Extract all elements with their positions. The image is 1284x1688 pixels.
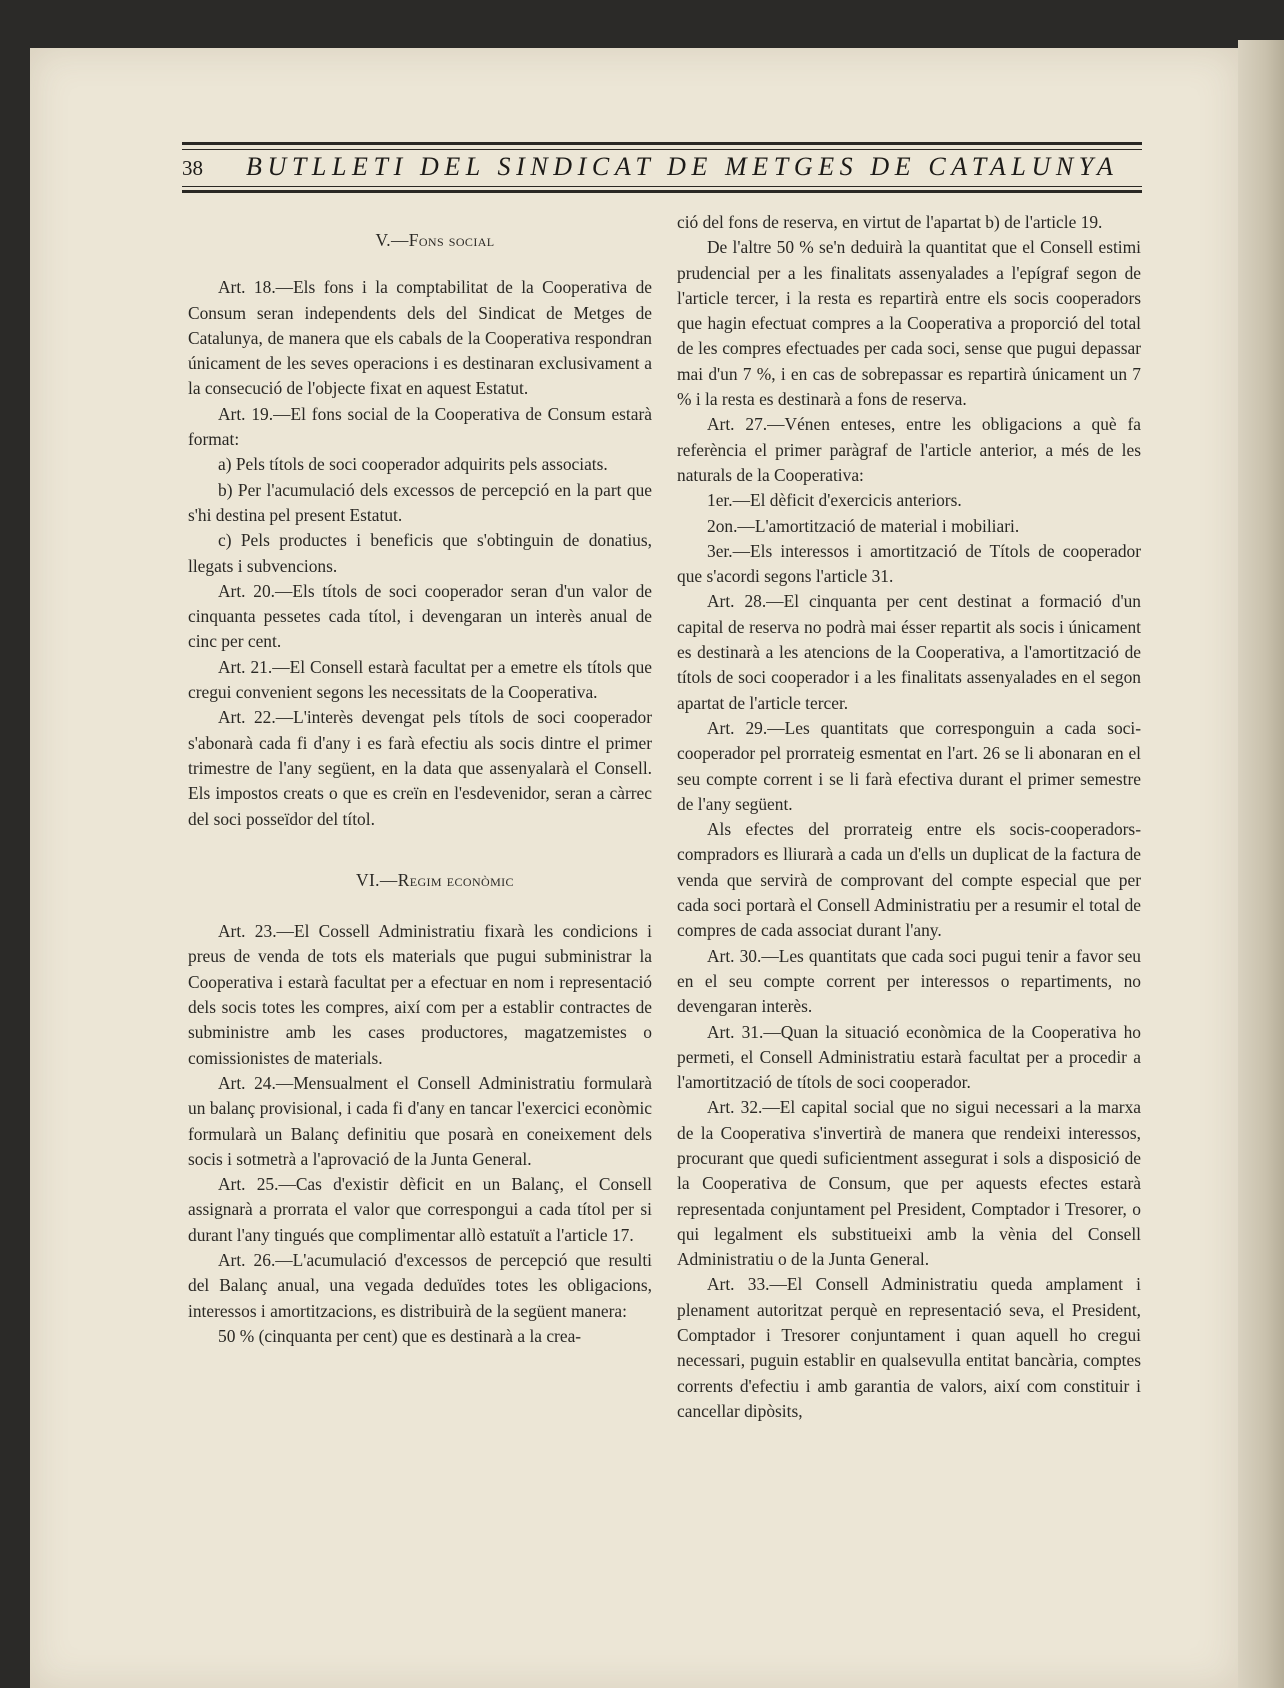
paragraph-prorrateig: Als efectes del prorrateig entre els socis-cooperadors-compradors es lliurarà a cada un d'ells un duplicat de la factura de venda que servirà de comprovant del compte especial que per cada soci portarà el Consell Administratiu per a resumir el total de compres de cada associat durant l'any. (677, 819, 1141, 941)
header-rule-top (182, 142, 1142, 145)
section-title: Fons social (408, 230, 495, 250)
paragraph-art-31: Art. 31.—Quan la situació econòmica de la Cooperativa ho permeti, el Consell Administratiu estarà facultat per a procedir a l'amortització de títols de soci cooperador. (677, 1021, 1141, 1093)
header-rule-top-thin (182, 149, 1142, 150)
header-rule-bottom-thin (182, 186, 1142, 187)
paragraph-art-28: Art. 28.—El cinquanta per cent destinat a formació d'un capital de reserva no podrà mai ésser repartit als socis i únicament es destinarà a les atencions de la Cooperativa, a l'amortització de títols de soci cooperador i a les finalitats assenyalades en el segon apartat de l'article tercer. (677, 591, 1141, 713)
paragraph-altre-50pct: De l'altre 50 % se'n deduirà la quantitat que el Consell estimi prudencial per a les finalitats assenyalades a l'epígraf segon de l'article tercer, i la resta es repartirà entre els socis cooperadors que hagin efectuat compres a la Cooperativa a proporció del total de les compres efectuades per cada soci, sense que pugui depassar mai d'un 7 %, i en cas de sobrepassar es repartirà únicament un 7 % i la resta es destinarà a fons de reserva. (677, 237, 1141, 410)
paragraph-art-23: Art. 23.—El Cossell Administratiu fixarà les condicions i preus de venda de tots els materials que pugui subministrar la Cooperativa i estarà facultat per a efectuar en nom i representació dels socis totes les compres, així com per a establir contractes de subministre amb les cases productores, magatzemistes o comissionistes de materials. (188, 921, 652, 1068)
left-column (188, 210, 652, 1349)
paragraph-art-25: Art. 25.—Cas d'existir dèficit en un Balanç, el Consell assignarà a prorrata el valor que correspongui a cada títol per si durant l'any tingués que complimentar allò estatuït a l'article 17. (188, 1174, 652, 1245)
section-title: Regim econòmic (397, 869, 514, 890)
paragraph-art-24: Art. 24.—Mensualment el Consell Administratiu formularà un balanç provisional, i cada fi d'any en tancar l'exercici econòmic formularà un Balanç definitiu que posarà en coneixement dels socis i sotmetrà a l'aprovació de la Junta General. (188, 1072, 652, 1169)
paragraph-art-19-c: c) Pels productes i beneficis que s'obtinguin de donatius, llegats i subvencions. (188, 530, 652, 576)
section-number: V.— (375, 230, 409, 250)
paragraph-art-27: Art. 27.—Vénen enteses, entre les obligacions a què fa referència el primer paràgraf de l'article anterior, a més de les naturals de la Cooperativa: (677, 414, 1141, 485)
section-heading-fons-social (188, 228, 652, 253)
paragraph-art-19-a: a) Pels títols de soci cooperador adquirits pels associats. (218, 454, 608, 475)
paragraph-art-27-1er: 1er.—El dèficit d'exercicis anteriors. (707, 490, 962, 511)
section-heading-text (356, 870, 514, 890)
page-header (182, 142, 1142, 194)
paragraph-art-19-b: b) Per l'acumulació dels excessos de percepció en la part que s'hi destina pel present Estatut. (188, 479, 652, 525)
paragraph-art-27-2on: 2on.—L'amortització de material i mobiliari. (707, 515, 1020, 536)
paragraph-art-20: Art. 20.—Els títols de soci cooperador seran d'un valor de cinquanta pessetes cada títol, i devengaran un interès anual de cinc per cent. (188, 580, 652, 652)
paragraph-art-19: Art. 19.—El fons social de la Cooperativa de Consum estarà format: (188, 403, 652, 450)
paragraph-art-26: Art. 26.—L'acumulació d'excessos de percepció que resulti del Balanç anual, una vegada deduïdes totes les obligacions, interessos i amortitzacions, es distribuirà de la següent manera: (188, 1249, 652, 1321)
paragraph-art-22: Art. 22.—L'interès devengat pels títols de soci cooperador s'abonarà cada fi d'any i es farà efectiu als socis dintre el primer trimestre de l'any següent, en la data que assenyalarà el Consell. Els impostos creats o que es creïn en l'esdevenidor, seran a càrrec del soci posseïdor del títol. (188, 707, 652, 829)
paragraph-art-29: Art. 29.—Les quantitats que corresponguin a cada soci-cooperador pel prorrateig esmentat en l'art. 26 se li abonaran en el seu compte corrent i se li farà efectiva durant el primer semestre de l'any següent. (677, 717, 1141, 814)
paragraph-continuation: ció del fons de reserva, en virtut de l'apartat b) de l'article 19. (677, 212, 1103, 232)
section-heading-text (375, 230, 494, 250)
paragraph-art-30: Art. 30.—Les quantitats que cada soci pugui tenir a favor seu en el seu compte corrent per interessos o repartiments, no devengaran interès. (677, 945, 1141, 1017)
page-number: 38 (182, 156, 203, 180)
running-title: BUTLLETI DEL SINDICAT DE METGES DE CATALUNYA (246, 152, 1119, 181)
paragraph-art-27-3er: 3er.—Els interessos i amortització de Títols de cooperador que s'acordi segons l'article 31. (677, 540, 1141, 587)
paragraph-art-21: Art. 21.—El Consell estarà facultat per a emetre els títols que cregui convenient segons les necessitats de la Cooperativa. (188, 656, 652, 703)
header-rule-bottom (182, 190, 1142, 193)
right-column (677, 210, 1141, 1424)
section-heading-regim-economic (188, 868, 652, 893)
paragraph-art-32: Art. 32.—El capital social que no sigui necessari a la marxa de la Cooperativa s'invertirà de manera que rendeixi interessos, procurant que quedi suficientment assegurat i sols a disposició de la Cooperativa de Consum, que per aquests efectes estarà representada conjuntament pel President, Comptador i Tresorer, o qui legalment els substitueixi amb la vènia del Consell Administratiu o de la Junta General. (677, 1097, 1141, 1270)
paragraph-art-33: Art. 33.—El Consell Administratiu queda amplament i plenament autoritzat perquè en representació seva, el President, Comptador i Tresorer conjuntament i quan aquell ho cregui necessari, puguin establir en qualsevulla entitat bancària, comptes corrents d'efectiu i amb garantia de valors, així com constituir i cancellar dipòsits, (677, 1274, 1141, 1421)
section-number: VI.— (356, 869, 398, 890)
paragraph-art-26-50pct: 50 % (cinquanta per cent) que es destinarà a la crea- (218, 1325, 582, 1346)
page-edge (1238, 40, 1284, 1688)
paragraph-art-18: Art. 18.—Els fons i la comptabilitat de la Cooperativa de Consum seran independents dels del Sindicat de Metges de Catalunya, de manera que els cabals de la Cooperativa respondran únicament de les seves operacions i es destinaran exclusivament a la consecució de l'objecte fixat en aquest Estatut. (188, 277, 652, 399)
